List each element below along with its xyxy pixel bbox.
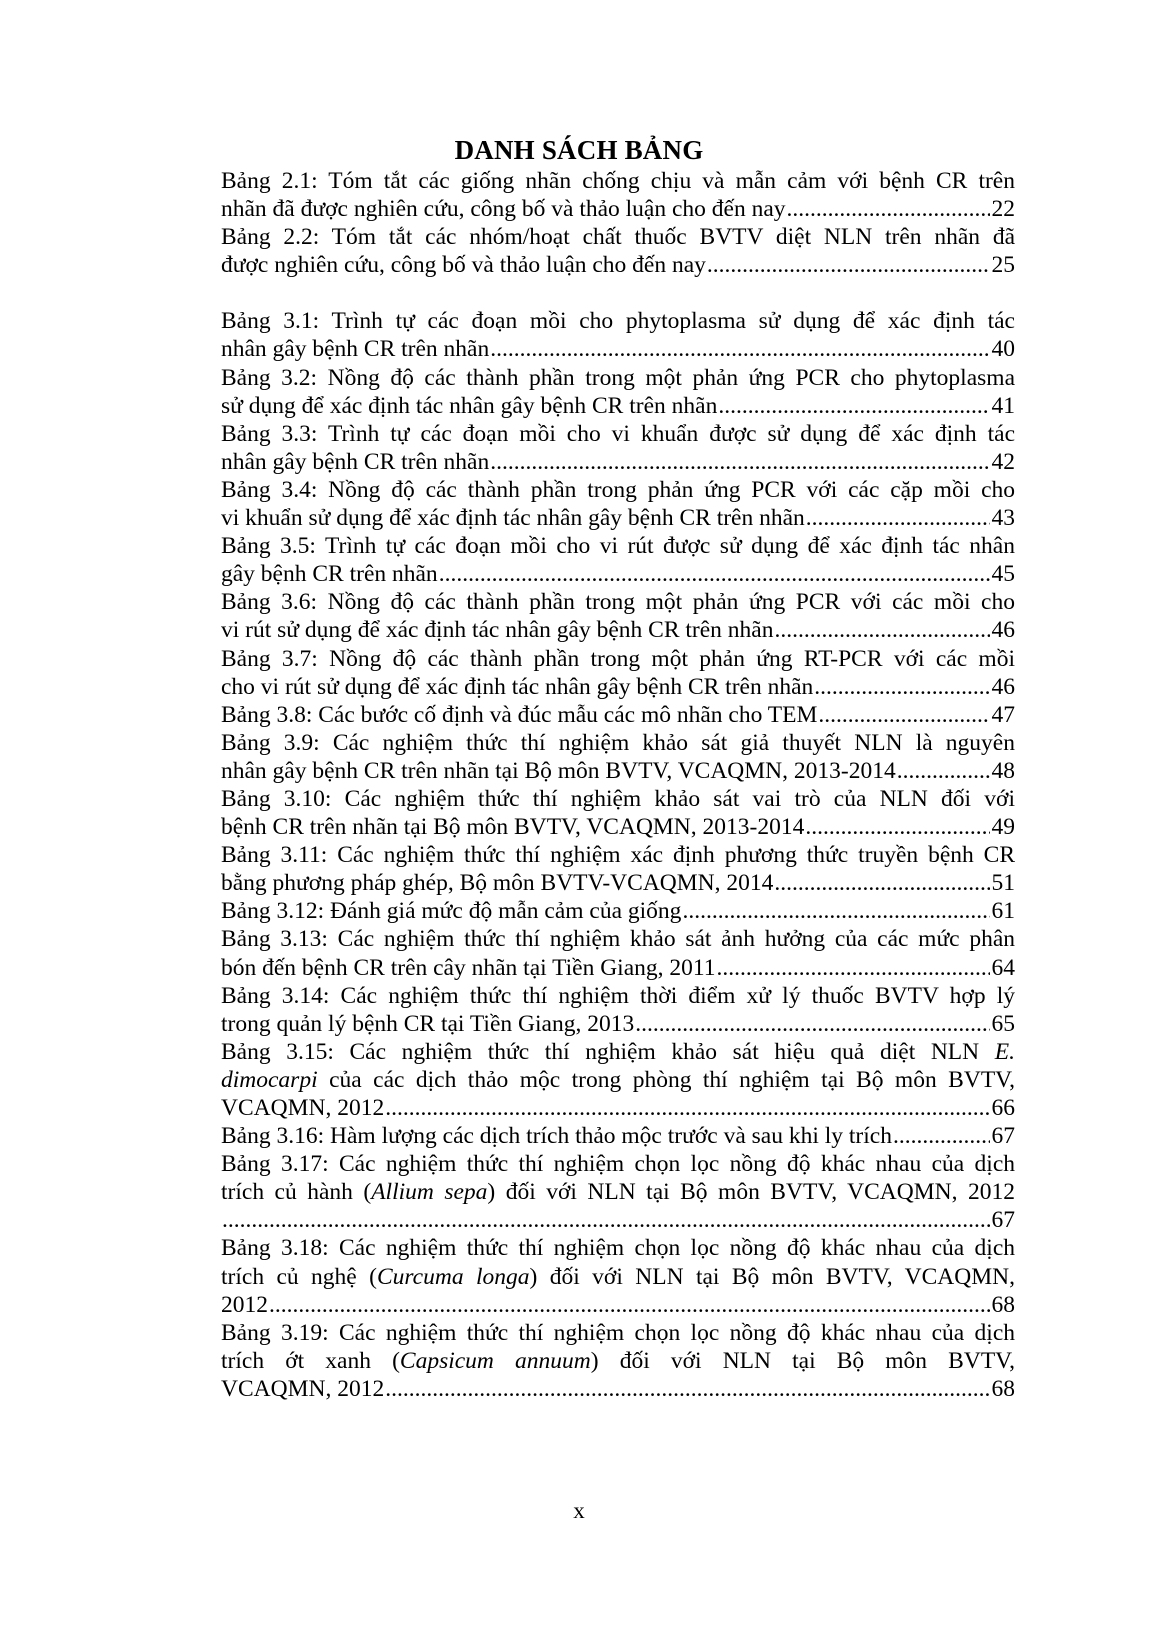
toc-entry-line [221,1038,1015,1066]
entry-text-part: Bảng 3.19: Các nghiệm thức thí nghiệm chọn lọc nồng độ khác nhau của dịch [221,1319,1015,1346]
entry-page-number: 67 [991,1123,1015,1150]
entry-text-part: Bảng 3.4: Nồng độ các thành phần trong phản ứng PCR với các cặp mồi cho [221,476,1015,503]
toc-entry[interactable] [221,729,1015,785]
entry-text-part: nhãn đã được nghiên cứu, công bố và thảo luận cho đến nay [221,196,786,223]
dot-leader [893,1122,990,1150]
entry-text-part: nhân gây bệnh CR trên nhãn [221,336,490,363]
entry-text [221,701,817,729]
toc-entry-last-line [221,1094,1015,1122]
dot-leader [787,195,990,223]
entry-text-part: ) đối với NLN tại Bộ môn BVTV, VCAQMN, 2012 [487,1179,1015,1206]
toc-entry-last-line [221,673,1015,701]
entry-text-part: của các dịch thảo mộc trong phòng thí nghiệm tại Bộ môn BVTV, [317,1066,1015,1093]
entry-text [221,251,706,279]
entry-text-part: nhân gây bệnh CR trên nhãn [221,448,490,475]
entry-page-number: 51 [991,870,1015,897]
entry-text-part: bệnh CR trên nhãn tại Bộ môn BVTV, VCAQMN, 2013-2014 [221,814,805,841]
toc-entry-last-line [221,813,1015,841]
entry-page-number: 61 [991,898,1015,925]
dot-leader [490,335,989,363]
entry-text-part: Bảng 3.13: Các nghiệm thức thí nghiệm khảo sát ảnh hưởng của các mức phân [221,926,1015,953]
entry-page-number: 46 [991,617,1015,644]
list-of-tables [221,167,1015,1403]
dot-leader [774,869,989,897]
dot-leader [222,1206,990,1234]
entry-text-part: trích ớt xanh ( [221,1347,400,1374]
toc-entry-line [221,785,1015,813]
entry-text-part: được nghiên cứu, công bố và thảo luận cho đến nay [221,252,706,279]
entry-text-part: Bảng 3.5: Trình tự các đoạn mồi cho vi rút được sử dụng để xác định tác nhân [221,533,1015,560]
entry-text-part: ) đối với NLN tại Bộ môn BVTV, VCAQMN, [529,1263,1015,1290]
page-title: DANH SÁCH BẢNG [454,135,704,165]
entry-page-number: 65 [991,1010,1015,1037]
toc-entry-last-line [221,1291,1015,1319]
toc-entry-line [221,1347,1015,1375]
dot-leader [682,897,989,925]
entry-text-part: Bảng 3.18: Các nghiệm thức thí nghiệm chọn lọc nồng độ khác nhau của dịch [221,1235,1015,1262]
toc-entry-last-line [221,1206,1015,1234]
toc-entry-line [221,167,1015,195]
toc-entry-last-line [221,1375,1015,1403]
entry-text-part: Bảng 3.9: Các nghiệm thức thí nghiệm khảo sát giả thuyết NLN là nguyên [221,729,1015,756]
toc-entry-last-line [221,504,1015,532]
entry-page-number: 47 [991,701,1015,728]
species-name: Allium sepa [371,1179,488,1206]
entry-page-number: 68 [991,1291,1015,1318]
toc-entry-last-line [221,701,1015,729]
entry-page-number: 66 [991,1095,1015,1121]
species-name: E. [994,1038,1015,1065]
entry-text-part: sử dụng để xác định tác nhân gây bệnh CR trên nhãn [221,392,718,419]
dot-leader [774,616,989,644]
dot-leader [490,448,989,476]
toc-entry[interactable] [221,364,1015,420]
entry-text-part: Bảng 3.10: Các nghiệm thức thí nghiệm khảo sát vai trò của NLN đối với [221,785,1015,812]
species-name: dimocarpi [221,1066,318,1093]
toc-entry-last-line [221,897,1015,925]
entry-page-number: 49 [991,814,1015,841]
toc-entry[interactable] [221,897,1015,925]
toc-entry[interactable] [221,307,1015,363]
toc-entry-last-line [221,448,1015,476]
entry-text-part: Bảng 3.7: Nồng độ các thành phần trong một phản ứng RT-PCR với các mồi [221,645,1015,672]
entry-text-part: trích củ nghệ ( [221,1263,377,1290]
entry-page-number: 48 [991,757,1015,784]
entry-text-part: VCAQMN, 2012 [221,1095,385,1121]
toc-entry-line [221,925,1015,953]
dot-leader [439,560,990,588]
entry-text [221,897,681,925]
entry-text-part: Bảng 2.2: Tóm tắt các nhóm/hoạt chất thuốc BVTV diệt NLN trên nhãn đã [221,224,1015,251]
dot-leader [818,701,989,729]
entry-text-part: bón đến bệnh CR trên cây nhãn tại Tiền Giang, 2011 [221,954,716,981]
toc-entry-line [221,420,1015,448]
toc-entry[interactable] [221,841,1015,897]
page-number: x [573,1498,585,1523]
entry-text-part: trích củ hành ( [221,1179,372,1206]
entry-page-number: 22 [991,196,1015,223]
toc-entry-line [221,841,1015,869]
entry-text-part: Bảng 3.2: Nồng độ các thành phần trong một phản ứng PCR cho phytoplasma [221,364,1015,391]
toc-entry-last-line [221,335,1015,363]
toc-entry[interactable] [221,1319,1015,1403]
toc-entry[interactable] [221,223,1015,279]
entry-text [221,954,716,982]
entry-text [221,1375,384,1403]
toc-entry[interactable] [221,1122,1015,1150]
toc-entry[interactable] [221,1038,1015,1122]
toc-entry-line [221,588,1015,616]
toc-entry[interactable] [221,532,1015,588]
dot-leader [717,954,990,982]
entry-text [221,673,813,701]
entry-page-number: 25 [991,252,1015,279]
entry-text-part: nhân gây bệnh CR trên nhãn tại Bộ môn BVTV, VCAQMN, 2013-2014 [221,757,896,784]
toc-entry-line [221,476,1015,504]
toc-entry-last-line [221,1010,1015,1038]
toc-entry-last-line [221,1122,1015,1150]
dot-leader [806,504,990,532]
entry-page-number: 42 [991,448,1015,475]
toc-entry[interactable] [221,1150,1015,1234]
entry-page-number: 46 [991,673,1015,700]
toc-entry[interactable] [221,476,1015,532]
toc-entry-line [221,223,1015,251]
entry-text-part: Bảng 3.15: Các nghiệm thức thí nghiệm khảo sát hiệu quả diệt NLN [221,1038,995,1065]
dot-leader [385,1094,989,1122]
toc-entry-line [221,1263,1015,1291]
dot-leader [718,392,989,420]
toc-entry-line [221,307,1015,335]
toc-entry-line [221,364,1015,392]
entry-text-part: Bảng 3.17: Các nghiệm thức thí nghiệm chọn lọc nồng độ khác nhau của dịch [221,1151,1015,1178]
toc-entry-line [221,1234,1015,1262]
entry-text [221,335,489,363]
entry-text-part: Bảng 3.3: Trình tự các đoạn mồi cho vi khuẩn được sử dụng để xác định tác [221,420,1015,447]
entry-text-part: ) đối với NLN tại Bộ môn BVTV, [590,1347,1015,1374]
toc-entry-line [221,645,1015,673]
entry-page-number: 43 [991,505,1015,532]
toc-entry[interactable] [221,982,1015,1038]
dot-leader [635,1010,989,1038]
toc-entry-last-line [221,560,1015,588]
entry-text-part: Bảng 3.1: Trình tự các đoạn mồi cho phytoplasma sử dụng để xác định tác [221,308,1015,335]
entry-text [221,560,438,588]
entry-text-part: Bảng 3.8: Các bước cố định và đúc mẫu các mô nhãn cho TEM [221,701,818,728]
toc-entry[interactable] [221,588,1015,644]
toc-entry[interactable] [221,1234,1015,1318]
entry-text [221,504,805,532]
entry-page-number: 41 [991,392,1015,419]
toc-entry-line [221,1066,1015,1094]
entry-text-part: Bảng 3.6: Nồng độ các thành phần trong một phản ứng PCR với các mồi cho [221,589,1015,616]
dot-leader [269,1291,990,1319]
entry-page-number: 45 [991,561,1015,588]
toc-entry-last-line [221,954,1015,982]
toc-entry-last-line [221,757,1015,785]
entry-text-part: VCAQMN, 2012 [221,1375,385,1402]
toc-entry-line [221,1319,1015,1347]
entry-text [221,813,804,841]
entry-text [221,616,773,644]
dot-leader [897,757,990,785]
toc-entry[interactable] [221,645,1015,701]
toc-entry-line [221,982,1015,1010]
toc-entry-last-line [221,616,1015,644]
toc-entry-line [221,729,1015,757]
entry-text-part: 2012 [221,1291,268,1318]
entry-text [221,869,773,897]
entry-text-part: Bảng 3.14: Các nghiệm thức thí nghiệm thời điểm xử lý thuốc BVTV hợp lý [221,982,1015,1009]
species-name: Capsicum annuum [399,1347,591,1374]
toc-entry[interactable] [221,420,1015,476]
toc-entry-line [221,1150,1015,1178]
toc-entry-last-line [221,869,1015,897]
entry-text [221,1291,268,1319]
entry-text-part: cho vi rút sử dụng để xác định tác nhân gây bệnh CR trên nhãn [221,673,814,700]
dot-leader [805,813,989,841]
entry-page-number: 40 [991,336,1015,363]
entry-page-number: 64 [991,954,1015,981]
toc-entry-last-line [221,251,1015,279]
toc-entry-last-line [221,392,1015,420]
entry-text [221,392,717,420]
entry-text [221,448,489,476]
entry-text [221,1122,892,1150]
toc-entry[interactable] [221,701,1015,729]
entry-text-part: trong quản lý bệnh CR tại Tiền Giang, 2013 [221,1010,635,1037]
entry-text-part: Bảng 3.12: Đánh giá mức độ mẫn cảm của giống [221,898,682,925]
entry-text-part: Bảng 3.16: Hàm lượng các dịch trích thảo mộc trước và sau khi ly trích [221,1123,892,1150]
toc-entry-last-line [221,195,1015,223]
entry-text-part: Bảng 2.1: Tóm tắt các giống nhãn chống chịu và mẫn cảm với bệnh CR trên [221,168,1015,194]
toc-entry[interactable] [221,925,1015,981]
entry-text [221,1094,384,1122]
dot-leader [385,1375,989,1403]
species-name: Curcuma longa [376,1263,530,1290]
entry-text-part: gây bệnh CR trên nhãn [221,561,438,588]
dot-leader [814,673,989,701]
entry-text-part: vi rút sử dụng để xác định tác nhân gây bệnh CR trên nhãn [221,617,774,644]
entry-text-part: vi khuẩn sử dụng để xác định tác nhân gây bệnh CR trên nhãn [221,505,805,532]
entry-text [221,757,896,785]
toc-entry[interactable] [221,167,1015,223]
entry-text-part: bằng phương pháp ghép, Bộ môn BVTV-VCAQMN, 2014 [221,870,774,897]
toc-entry-line [221,1178,1015,1206]
toc-entry[interactable] [221,785,1015,841]
entry-text-part: Bảng 3.11: Các nghiệm thức thí nghiệm xác định phương thức truyền bệnh CR [221,842,1015,869]
dot-leader [707,251,990,279]
entry-page-number: 67 [991,1207,1015,1234]
entry-page-number: 68 [991,1375,1015,1402]
entry-text [221,195,786,223]
entry-text [221,1010,634,1038]
toc-entry-line [221,532,1015,560]
